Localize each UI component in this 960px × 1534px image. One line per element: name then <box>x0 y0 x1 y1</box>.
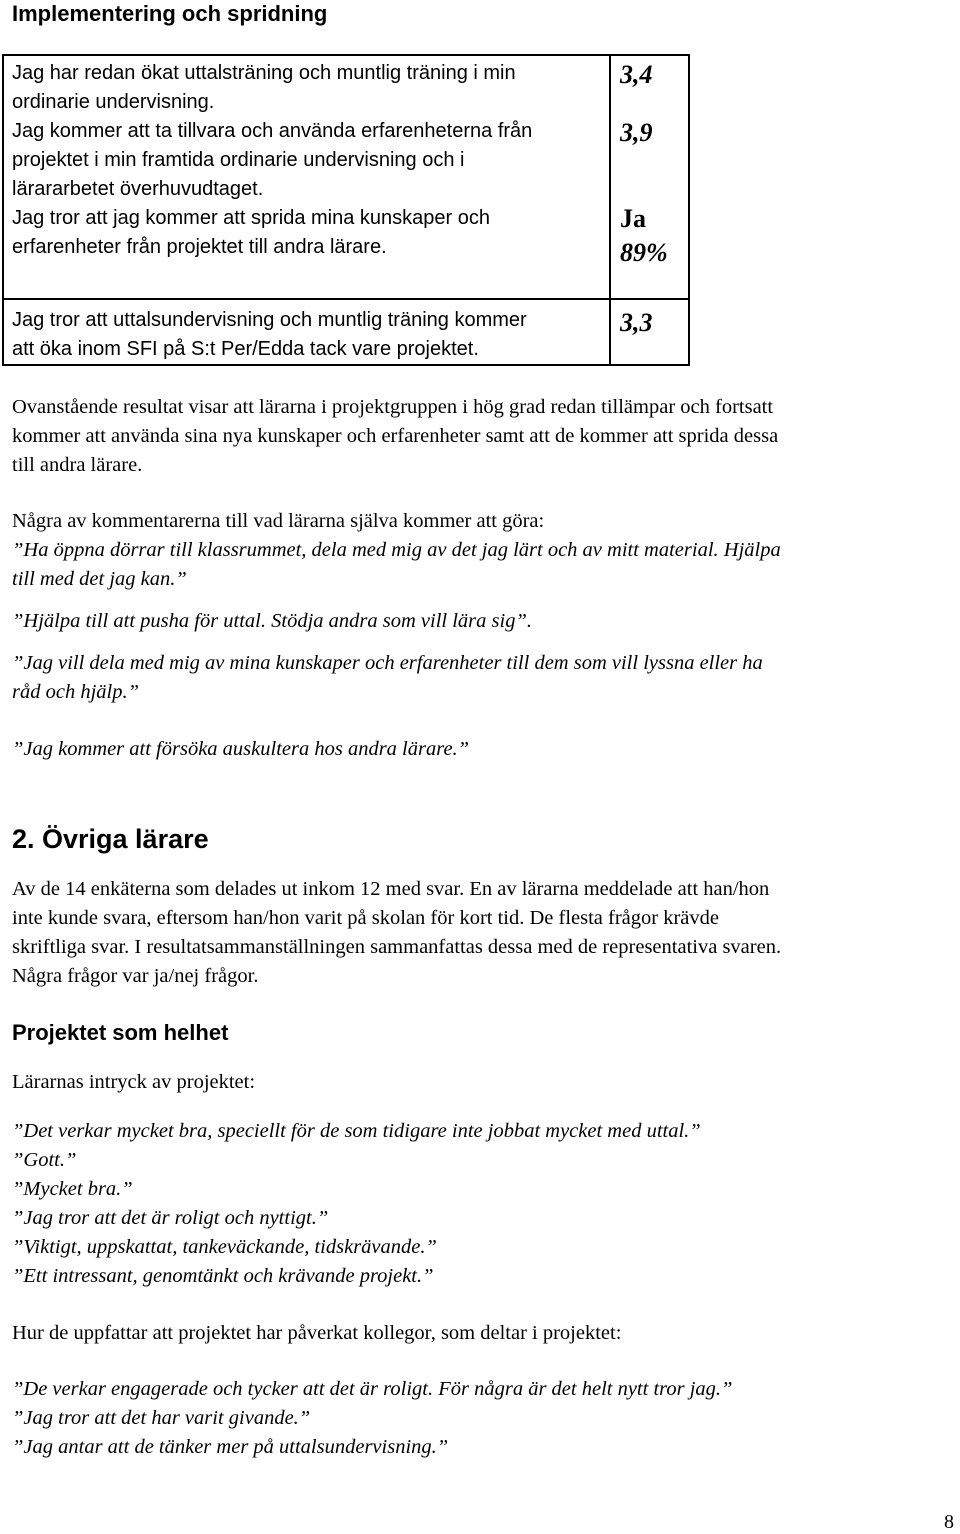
summary-line: kommer att använda sina nya kunskaper och erfarenheter samt att de kommer att sprida dessa <box>12 425 779 447</box>
quote-line: till med det jag kan.” <box>12 568 187 590</box>
table-row-4-statement <box>12 306 527 364</box>
summary-line: Ovanstående resultat visar att lärarna i projektgruppen i hög grad redan tillämpar och fortsatt <box>12 396 774 418</box>
table-border-row-divider <box>2 298 690 300</box>
table-row-1-value: 3,4 <box>620 60 653 89</box>
comment-quote-1 <box>12 536 781 594</box>
table-border-mid <box>609 54 611 365</box>
statement-line: Jag tror att jag kommer att sprida mina kunskaper och <box>12 207 490 229</box>
table-row-1-statement <box>12 59 516 117</box>
colleague-quote: ”Jag tror att det har varit givande.” <box>12 1407 311 1429</box>
paragraph-line: inte kunde svara, eftersom han/hon varit på skolan för kort tid. De flesta frågor krävde <box>12 907 720 929</box>
impression-quote: ”Jag tror att det är roligt och nyttigt.” <box>12 1207 329 1229</box>
statement-line: att öka inom SFI på S:t Per/Edda tack vare projektet. <box>12 338 479 360</box>
quote-line: ”Jag vill dela med mig av mina kunskaper och erfarenheter till dem som vill lyssna eller ha <box>12 652 763 674</box>
section2-heading: 2. Övriga lärare <box>12 824 209 854</box>
section2-paragraph <box>12 875 781 991</box>
summary-line: till andra lärare. <box>12 454 143 476</box>
subheading: Projektet som helhet <box>12 1020 229 1045</box>
comments-intro: Några av kommentarerna till vad lärarna själva kommer att göra: <box>12 510 545 532</box>
impression-intro: Lärarnas intryck av projektet: <box>12 1071 256 1093</box>
summary-paragraph <box>12 393 778 480</box>
paragraph-line: Några frågor var ja/nej frågor. <box>12 965 259 987</box>
colleague-quotes <box>12 1375 732 1462</box>
table-row-2-value: 3,9 <box>620 118 653 147</box>
table-row-2-statement <box>12 117 532 204</box>
table-border-bottom <box>2 364 690 366</box>
statement-line: Jag kommer att ta tillvara och använda erfarenheterna från <box>12 120 533 142</box>
statement-line: Jag tror att uttalsundervisning och muntlig träning kommer <box>12 309 527 331</box>
table-row-3-value-answer: Ja <box>620 204 646 233</box>
paragraph-line: Av de 14 enkäterna som delades ut inkom 12 med svar. En av lärarna meddelade att han/hon <box>12 878 770 900</box>
table-border-left <box>2 54 4 365</box>
table-row-3-statement <box>12 204 490 262</box>
statement-line: lärararbetet överhuvudtaget. <box>12 178 264 200</box>
quote-line: råd och hjälp.” <box>12 681 139 703</box>
table-border-right <box>688 54 690 365</box>
impression-quote: ”Det verkar mycket bra, speciellt för de som tidigare inte jobbat mycket med uttal.” <box>12 1120 701 1142</box>
impression-quote: ”Gott.” <box>12 1149 77 1171</box>
table-row-4-value: 3,3 <box>620 308 653 337</box>
impression-quote: ”Mycket bra.” <box>12 1178 133 1200</box>
table-row-3-value-percent: 89% <box>620 238 668 267</box>
comment-quote-2: ”Hjälpa till att pusha för uttal. Stödja andra som vill lära sig”. <box>12 610 532 632</box>
impression-quote: ”Ett intressant, genomtänkt och krävande projekt.” <box>12 1265 434 1287</box>
table-border-top <box>2 54 690 56</box>
colleague-quote: ”Jag antar att de tänker mer på uttalsundervisning.” <box>12 1436 449 1458</box>
statement-line: Jag har redan ökat uttalsträning och muntlig träning i min <box>12 62 516 84</box>
quote-line: ”Ha öppna dörrar till klassrummet, dela med mig av det jag lärt och av mitt material. Hjälpa <box>12 539 781 561</box>
statement-line: projektet i min framtida ordinarie undervisning och i <box>12 149 465 171</box>
section-heading: Implementering och spridning <box>12 1 328 26</box>
statement-line: erfarenheter från projektet till andra lärare. <box>12 236 387 258</box>
colleague-quote: ”De verkar engagerade och tycker att det är roligt. För några är det helt nytt tror jag.” <box>12 1378 733 1400</box>
colleagues-intro: Hur de uppfattar att projektet har påverkat kollegor, som deltar i projektet: <box>12 1322 622 1344</box>
comment-quote-4: ”Jag kommer att försöka auskultera hos andra lärare.” <box>12 738 470 760</box>
comment-quote-3 <box>12 649 763 707</box>
page-number: 8 <box>944 1511 954 1533</box>
paragraph-line: skriftliga svar. I resultatsammanställningen sammanfattas dessa med de representativa svaren. <box>12 936 782 958</box>
impressions-list <box>12 1117 701 1291</box>
statement-line: ordinarie undervisning. <box>12 91 215 113</box>
impression-quote: ”Viktigt, uppskattat, tankeväckande, tidskrävande.” <box>12 1236 437 1258</box>
